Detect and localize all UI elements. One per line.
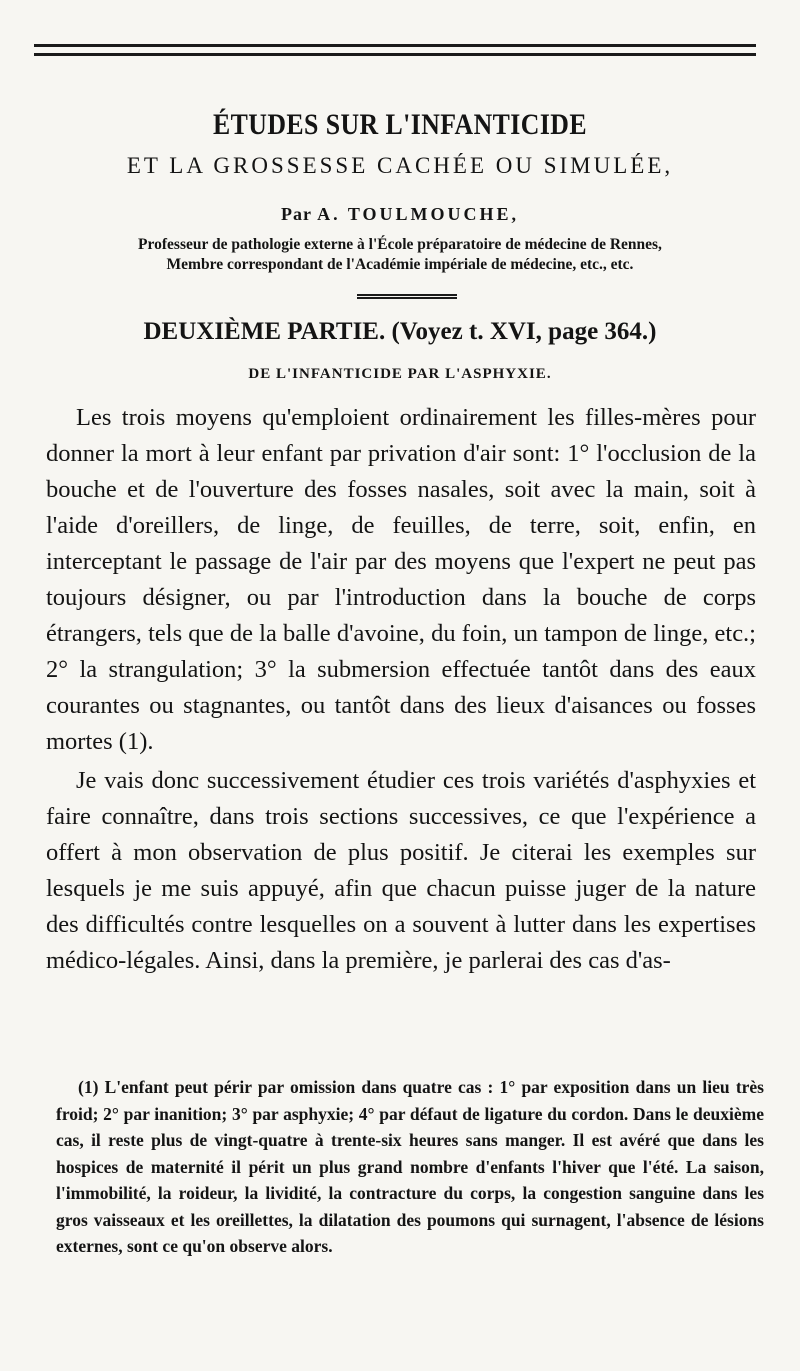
affiliation-line-2: Membre correspondant de l'Académie impériale de médecine, etc., etc. (166, 256, 634, 273)
article-subtitle: ET LA GROSSESSE CACHÉE OU SIMULÉE, (126, 153, 674, 178)
top-double-rule (34, 44, 756, 60)
body-paragraph-2: Je vais donc successivement étudier ces trois variétés d'asphyxies et faire connaître, dans trois sections successives, ce que l'expérience a offert à mon observation de plus positif. Je citerai les exemples sur lesquels je me suis appuyé, afin que chacun puisse juger de la nature des difficultés contre lesquelles on a souvent à lutter dans les expertises médico-légales. Ainsi, dans la première, je parlerai des cas d'as- (46, 767, 756, 974)
section-subheading: DE L'INFANTICIDE PAR L'ASPHYXIE. (248, 366, 552, 382)
footnote-1: (1) L'enfant peut périr par omission dans quatre cas : 1° par exposition dans un lieu très froid; 2° par inanition; 3° par asphyxie; 4° par défaut de ligature du cordon. Dans le deuxième cas, il reste plus de vingt-quatre à trente-six heures sans manger. Il est avéré que dans les hospices de maternité il périt un plus grand nombre d'enfants l'hiver que l'été. La saison, l'immobilité, la roideur, la lividité, la contracture du corps, la congestion sanguine dans les gros vaisseaux et les oreillettes, la dilatation des poumons qui surnagent, l'absence de lésions externes, sont ce qu'on observe alors. (56, 1077, 764, 1256)
affiliation-line-1: Professeur de pathologie externe à l'École préparatoire de médecine de Rennes, (138, 236, 662, 253)
article-title: ÉTUDES SUR L'INFANTICIDE (213, 108, 587, 141)
separator-rule (357, 294, 457, 298)
part-heading: DEUXIÈME PARTIE. (Voyez t. XVI, page 364.) (143, 318, 657, 345)
author-name: A. TOULMOUCHE, (317, 204, 520, 224)
author-prefix: Par (280, 204, 312, 224)
footnotes (56, 1074, 764, 1260)
author-line (0, 204, 800, 225)
body-text (46, 400, 756, 979)
body-paragraph-1: Les trois moyens qu'emploient ordinairement les filles-mères pour donner la mort à leur enfant par privation d'air sont: 1° l'occlusion de la bouche et de l'ouverture des fosses nasales, soit avec la main, soit à l'aide d'oreillers, de linge, de feuilles, de terre, soit, enfin, en interceptant le passage de l'air par des moyens que l'expert ne peut pas toujours désigner, ou par l'introduction dans la bouche de corps étrangers, tels que de la balle d'avoine, du foin, un tampon de linge, etc.; 2° la strangulation; 3° la submersion effectuée tantôt dans des eaux courantes ou stagnantes, ou tantôt dans des lieux d'aisances ou fosses mortes (1). (46, 404, 756, 755)
